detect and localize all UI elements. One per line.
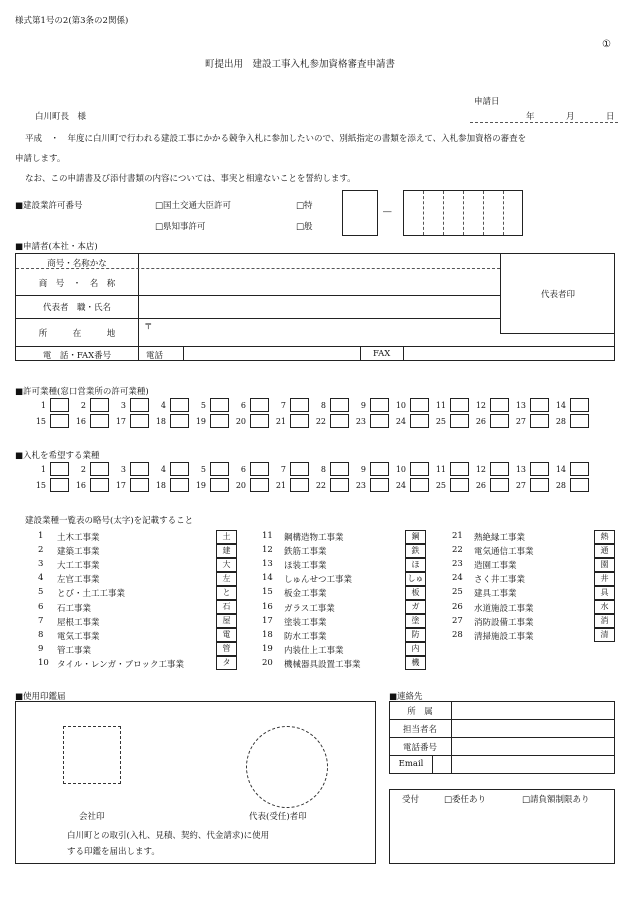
bid-trade-number: 13 (515, 465, 526, 474)
bid-trade-number: 20 (235, 481, 246, 490)
trade-name: 板金工事業 (284, 589, 327, 600)
bid-trade-box[interactable] (290, 478, 309, 492)
trade-name: 電気通信工事業 (474, 547, 534, 558)
trade-abbreviation: 鋼 (405, 530, 426, 544)
trade-number: 5 (38, 587, 44, 598)
bid-trade-number: 25 (435, 481, 446, 490)
permitted-trade-box[interactable] (570, 414, 589, 428)
bid-trade-number: 17 (115, 481, 126, 490)
permitted-trade-number: 16 (75, 417, 86, 426)
date-year: 年 (526, 112, 535, 122)
bid-trade-number: 18 (155, 481, 166, 490)
trade-abbreviation: と (216, 586, 237, 600)
trade-name: 清掃施設工事業 (474, 631, 534, 642)
bid-trade-box[interactable] (130, 478, 149, 492)
permitted-trade-box[interactable] (210, 414, 229, 428)
trade-name: 管工事業 (57, 645, 92, 656)
trade-number: 20 (262, 657, 273, 668)
bid-trade-number: 11 (435, 465, 446, 474)
trade-name: 熱絶縁工事業 (474, 533, 526, 543)
seal-note-line-2: する印鑑を届出します。 (67, 847, 160, 857)
bid-trade-number: 8 (320, 465, 326, 474)
bid-trade-number: 24 (395, 481, 406, 490)
bid-trade-box[interactable] (250, 478, 269, 492)
permitted-trade-box[interactable] (290, 398, 309, 412)
trade-name: とび・土工工事業 (57, 589, 126, 600)
permitted-trade-number: 25 (435, 417, 446, 426)
trade-number: 27 (452, 615, 463, 626)
trade-number: 6 (38, 601, 44, 612)
seal-note-line-1: 白川町との取引(入札、見積、契約、代金請求)に使用 (67, 831, 270, 841)
contact-email-label: Email (398, 759, 424, 769)
bid-trade-box[interactable] (450, 462, 469, 476)
contact-phone-label: 電話番号 (402, 743, 437, 753)
permitted-trade-box[interactable] (250, 414, 269, 428)
bid-trade-box[interactable] (490, 462, 509, 476)
trade-number: 19 (262, 643, 273, 654)
label-representative: 代表者 職・氏名 (42, 303, 111, 313)
trade-name: 屋根工事業 (57, 617, 100, 628)
trade-name: さく井工事業 (474, 575, 526, 586)
permitted-trade-number: 21 (275, 417, 286, 426)
bid-trade-box[interactable] (410, 462, 429, 476)
trade-number: 24 (452, 573, 463, 584)
trade-name: 電気工事業 (57, 631, 100, 642)
representative-seal-area[interactable] (246, 726, 328, 808)
trade-abbreviation: 具 (594, 586, 615, 600)
permit-general-checkbox[interactable]: □般 (296, 222, 313, 232)
permitted-trade-number: 1 (40, 401, 46, 410)
permitted-trade-box[interactable] (410, 398, 429, 412)
permitted-trade-box[interactable] (90, 414, 109, 428)
permit-heading: ■建設業許可番号 (15, 201, 83, 211)
trade-abbreviation: 機 (405, 656, 426, 670)
bid-trade-number: 23 (355, 481, 366, 490)
bid-trade-box[interactable] (130, 462, 149, 476)
trade-abbreviation: 通 (594, 544, 615, 558)
label-address: 所 在 地 (38, 329, 116, 339)
bid-trade-box[interactable] (450, 478, 469, 492)
permitted-trade-number: 2 (80, 401, 86, 410)
bid-trade-number: 19 (195, 481, 206, 490)
representative-input[interactable] (139, 296, 499, 318)
trade-number: 3 (38, 559, 44, 570)
trade-name: 左官工事業 (57, 575, 100, 586)
contact-dept-input[interactable] (452, 702, 614, 719)
trade-name: 水道施設工事業 (474, 603, 534, 614)
trade-name: 塗装工事業 (284, 617, 327, 628)
permitted-trade-number: 22 (315, 417, 326, 426)
permitted-trade-number: 18 (155, 417, 166, 426)
page-number: ① (602, 39, 611, 50)
permitted-trade-number: 13 (515, 401, 526, 410)
contact-person-label: 担当者名 (402, 725, 437, 735)
permitted-trade-box[interactable] (90, 398, 109, 412)
permitted-trade-box[interactable] (530, 398, 549, 412)
contact-phone-input[interactable] (452, 738, 614, 755)
trade-name: ガラス工事業 (284, 603, 335, 614)
trade-number: 11 (262, 531, 273, 541)
address-input[interactable] (139, 319, 499, 346)
trade-number: 9 (38, 643, 44, 654)
bid-trade-box[interactable] (290, 462, 309, 476)
permitted-trade-box[interactable] (130, 398, 149, 412)
bid-trade-box[interactable] (490, 478, 509, 492)
trade-abbreviation: 清 (594, 628, 615, 642)
bid-trade-box[interactable] (50, 478, 69, 492)
bid-trade-number: 15 (35, 481, 46, 490)
trade-abbreviation: 屋 (216, 614, 237, 628)
date-month: 月 (566, 112, 575, 122)
trade-abbreviation: 電 (216, 628, 237, 642)
bid-trade-box[interactable] (250, 462, 269, 476)
bid-trade-box[interactable] (530, 478, 549, 492)
permitted-trade-number: 7 (280, 401, 286, 410)
bid-trade-number: 10 (395, 465, 406, 474)
trade-number: 2 (38, 545, 44, 556)
bid-trade-box[interactable] (90, 462, 109, 476)
trade-abbreviation: 左 (216, 572, 237, 586)
trade-abbreviation: 建 (216, 544, 237, 558)
bid-trade-box[interactable] (410, 478, 429, 492)
trade-name: 鉄筋工事業 (284, 547, 327, 558)
permitted-trade-number: 14 (555, 401, 566, 410)
permitted-trade-box[interactable] (330, 414, 349, 428)
fax-input[interactable] (404, 347, 614, 360)
bid-trade-box[interactable] (90, 478, 109, 492)
delegation-checkbox[interactable]: □委任あり (444, 795, 487, 805)
permit-dash: ― (383, 207, 392, 217)
trade-abbreviation: 消 (594, 614, 615, 628)
permitted-trade-number: 27 (515, 417, 526, 426)
bid-trade-number: 28 (555, 481, 566, 490)
permitted-trade-number: 4 (160, 401, 166, 410)
permitted-trade-number: 10 (395, 401, 406, 410)
permitted-trade-box[interactable] (450, 414, 469, 428)
contact-heading: ■連絡先 (389, 692, 423, 702)
permitted-trade-box[interactable] (130, 414, 149, 428)
trade-abbreviation: ほ (405, 558, 426, 572)
trade-number: 12 (262, 545, 273, 556)
company-seal-label: 会社印 (79, 812, 105, 822)
permitted-trade-box[interactable] (170, 414, 189, 428)
bid-trade-box[interactable] (530, 462, 549, 476)
permitted-trade-number: 20 (235, 417, 246, 426)
bid-trade-number: 26 (475, 481, 486, 490)
trade-number: 21 (452, 531, 463, 541)
trade-number: 26 (452, 601, 463, 612)
permitted-trade-box[interactable] (210, 398, 229, 412)
permit-special-checkbox[interactable]: □特 (296, 201, 313, 211)
tel-label: 電話 (146, 351, 164, 361)
bid-trade-number: 3 (120, 465, 126, 474)
bid-trade-number: 9 (360, 465, 366, 474)
bid-trade-number: 1 (40, 465, 46, 474)
trade-number: 1 (38, 531, 44, 541)
permitted-trade-box[interactable] (570, 398, 589, 412)
addressee: 白川町長 様 (35, 112, 87, 122)
trade-name: タイル・レンガ・ブロック工事業 (57, 659, 184, 670)
bid-trade-number: 4 (160, 465, 166, 474)
trade-abbreviation: 熱 (594, 530, 615, 544)
bid-trade-number: 2 (80, 465, 86, 474)
trade-list-heading: 建設業種一覧表の略号(太字)を記載すること (25, 516, 194, 526)
permitted-trade-number: 23 (355, 417, 366, 426)
trade-abbreviation: タ (216, 656, 237, 670)
trade-name: 石工事業 (57, 603, 92, 614)
label-tel-fax: 電 話・FAX番号 (42, 351, 112, 361)
form-title: 町提出用 建設工事入札参加資格審査申請書 (205, 59, 396, 70)
permitted-trade-box[interactable] (370, 398, 389, 412)
trade-abbreviation: 土 (216, 530, 237, 544)
contact-person-input[interactable] (452, 720, 614, 737)
intro-line-1: 平成 ・ 年度に白川町で行われる建設工事にかかる競争入札に参加したいので、別紙指定の書類を添えて、入札参加資格の審査を (25, 134, 527, 144)
bid-trade-box[interactable] (210, 478, 229, 492)
permitted-trade-number: 11 (435, 401, 446, 410)
bid-trade-box[interactable] (570, 478, 589, 492)
permitted-trade-number: 12 (475, 401, 486, 410)
permitted-trade-number: 28 (555, 417, 566, 426)
trade-abbreviation: 内 (405, 642, 426, 656)
trade-abbreviation: 園 (594, 558, 615, 572)
trade-name: 消防設備工事業 (474, 617, 534, 628)
permitted-trade-box[interactable] (290, 414, 309, 428)
permitted-trade-number: 5 (200, 401, 206, 410)
permitted-trades-heading: ■許可業種(窓口営業所の許可業種) (15, 387, 149, 397)
trade-abbreviation: 塗 (405, 614, 426, 628)
trade-number: 7 (38, 615, 44, 626)
bid-trade-box[interactable] (370, 478, 389, 492)
bid-trade-number: 22 (315, 481, 326, 490)
trade-name: 建具工事業 (474, 589, 517, 600)
permitted-trade-box[interactable] (170, 398, 189, 412)
permitted-trade-number: 26 (475, 417, 486, 426)
permitted-trade-box[interactable] (330, 398, 349, 412)
trade-abbreviation: 板 (405, 586, 426, 600)
permitted-trade-box[interactable] (250, 398, 269, 412)
bid-trade-number: 12 (475, 465, 486, 474)
label-company-name: 商 号 ・ 名 称 (38, 279, 116, 289)
trade-number: 10 (38, 657, 49, 668)
bid-trade-box[interactable] (170, 478, 189, 492)
trade-number: 23 (452, 559, 463, 570)
name-kana-input[interactable] (139, 254, 499, 268)
permitted-trade-box[interactable] (490, 414, 509, 428)
date-underline[interactable] (470, 122, 618, 123)
representative-seal-label: 代表(受任)者印 (249, 812, 307, 822)
seal-registration-heading: ■使用印鑑届 (15, 692, 66, 702)
permit-governor-checkbox[interactable]: □県知事許可 (155, 222, 206, 232)
bid-trade-number: 6 (240, 465, 246, 474)
bid-trade-number: 16 (75, 481, 86, 490)
trade-name: 建築工事業 (57, 547, 100, 558)
trade-abbreviation: 大 (216, 558, 237, 572)
permitted-trade-box[interactable] (530, 414, 549, 428)
trade-number: 28 (452, 629, 463, 640)
trade-name: しゅんせつ工事業 (284, 575, 353, 586)
date-day: 日 (606, 112, 615, 122)
trade-name: 鋼構造物工事業 (284, 533, 344, 543)
reception-label: 受付 (402, 795, 420, 805)
permitted-trade-box[interactable] (370, 414, 389, 428)
bid-trade-box[interactable] (570, 462, 589, 476)
contact-email-input[interactable] (433, 756, 614, 773)
trade-abbreviation: 防 (405, 628, 426, 642)
trade-abbreviation: 鉄 (405, 544, 426, 558)
bid-trade-box[interactable] (170, 462, 189, 476)
bid-trade-number: 27 (515, 481, 526, 490)
trade-name: 機械器具設置工事業 (284, 659, 361, 670)
bid-trade-number: 5 (200, 465, 206, 474)
fax-label: FAX (373, 349, 391, 359)
bid-trade-box[interactable] (50, 462, 69, 476)
permitted-trade-box[interactable] (410, 414, 429, 428)
permitted-trade-number: 19 (195, 417, 206, 426)
rep-seal-label: 代表者印 (540, 290, 575, 300)
permitted-trade-box[interactable] (50, 398, 69, 412)
permitted-trade-box[interactable] (490, 398, 509, 412)
trade-number: 13 (262, 559, 273, 570)
bid-trade-box[interactable] (210, 462, 229, 476)
permitted-trade-number: 15 (35, 417, 46, 426)
trade-number: 4 (38, 573, 44, 584)
contract-limit-checkbox[interactable]: □請負額制限あり (522, 795, 590, 805)
trade-abbreviation: ガ (405, 600, 426, 614)
trade-name: 防水工事業 (284, 631, 327, 642)
applicant-heading: ■申請者(本社・本店) (15, 242, 98, 252)
trade-number: 25 (452, 587, 463, 598)
trade-number: 22 (452, 545, 463, 556)
bid-trade-box[interactable] (370, 462, 389, 476)
form-number: 様式第1号の2(第3条の2関係) (15, 16, 129, 26)
company-name-input[interactable] (139, 269, 499, 295)
company-seal-area[interactable] (63, 726, 121, 784)
permit-minister-checkbox[interactable]: □国土交通大臣許可 (155, 201, 232, 211)
bid-trade-box[interactable] (330, 478, 349, 492)
date-label: 申請日 (474, 97, 500, 107)
trade-abbreviation: 石 (216, 600, 237, 614)
intro-line-2: 申請します。 (15, 154, 66, 164)
trade-number: 18 (262, 629, 273, 640)
trade-number: 17 (262, 615, 273, 626)
permitted-trade-number: 9 (360, 401, 366, 410)
bid-trades-heading: ■入札を希望する業種 (15, 451, 100, 461)
permitted-trade-number: 6 (240, 401, 246, 410)
permitted-trade-number: 17 (115, 417, 126, 426)
trade-number: 15 (262, 587, 273, 598)
trade-number: 14 (262, 573, 273, 584)
trade-name: 内装仕上工事業 (284, 645, 344, 656)
postal-mark: 〒 (144, 322, 153, 332)
intro-line-3: なお、この申請書及び添付書類の内容については、事実と相違ないことを誓約します。 (25, 174, 356, 184)
trade-number: 8 (38, 629, 44, 640)
trade-number: 16 (262, 601, 273, 612)
trade-abbreviation: 管 (216, 642, 237, 656)
permitted-trade-number: 8 (320, 401, 326, 410)
permitted-trade-box[interactable] (450, 398, 469, 412)
trade-name: 大工工事業 (57, 561, 100, 572)
trade-abbreviation: しゅ (405, 572, 426, 586)
label-name-kana: 商号・名称かな (47, 259, 107, 269)
trade-abbreviation: 井 (594, 572, 615, 586)
permit-type-box[interactable] (342, 190, 378, 236)
permitted-trade-number: 3 (120, 401, 126, 410)
bid-trade-number: 21 (275, 481, 286, 490)
bid-trade-number: 7 (280, 465, 286, 474)
trade-abbreviation: 水 (594, 600, 615, 614)
trade-name: 土木工事業 (57, 533, 100, 543)
trade-name: 造園工事業 (474, 561, 517, 572)
bid-trade-number: 14 (555, 465, 566, 474)
bid-trade-box[interactable] (330, 462, 349, 476)
trade-name: ほ装工事業 (284, 561, 327, 572)
contact-dept-label: 所 属 (407, 707, 433, 717)
permitted-trade-number: 24 (395, 417, 406, 426)
tel-input[interactable] (184, 347, 359, 360)
permitted-trade-box[interactable] (50, 414, 69, 428)
